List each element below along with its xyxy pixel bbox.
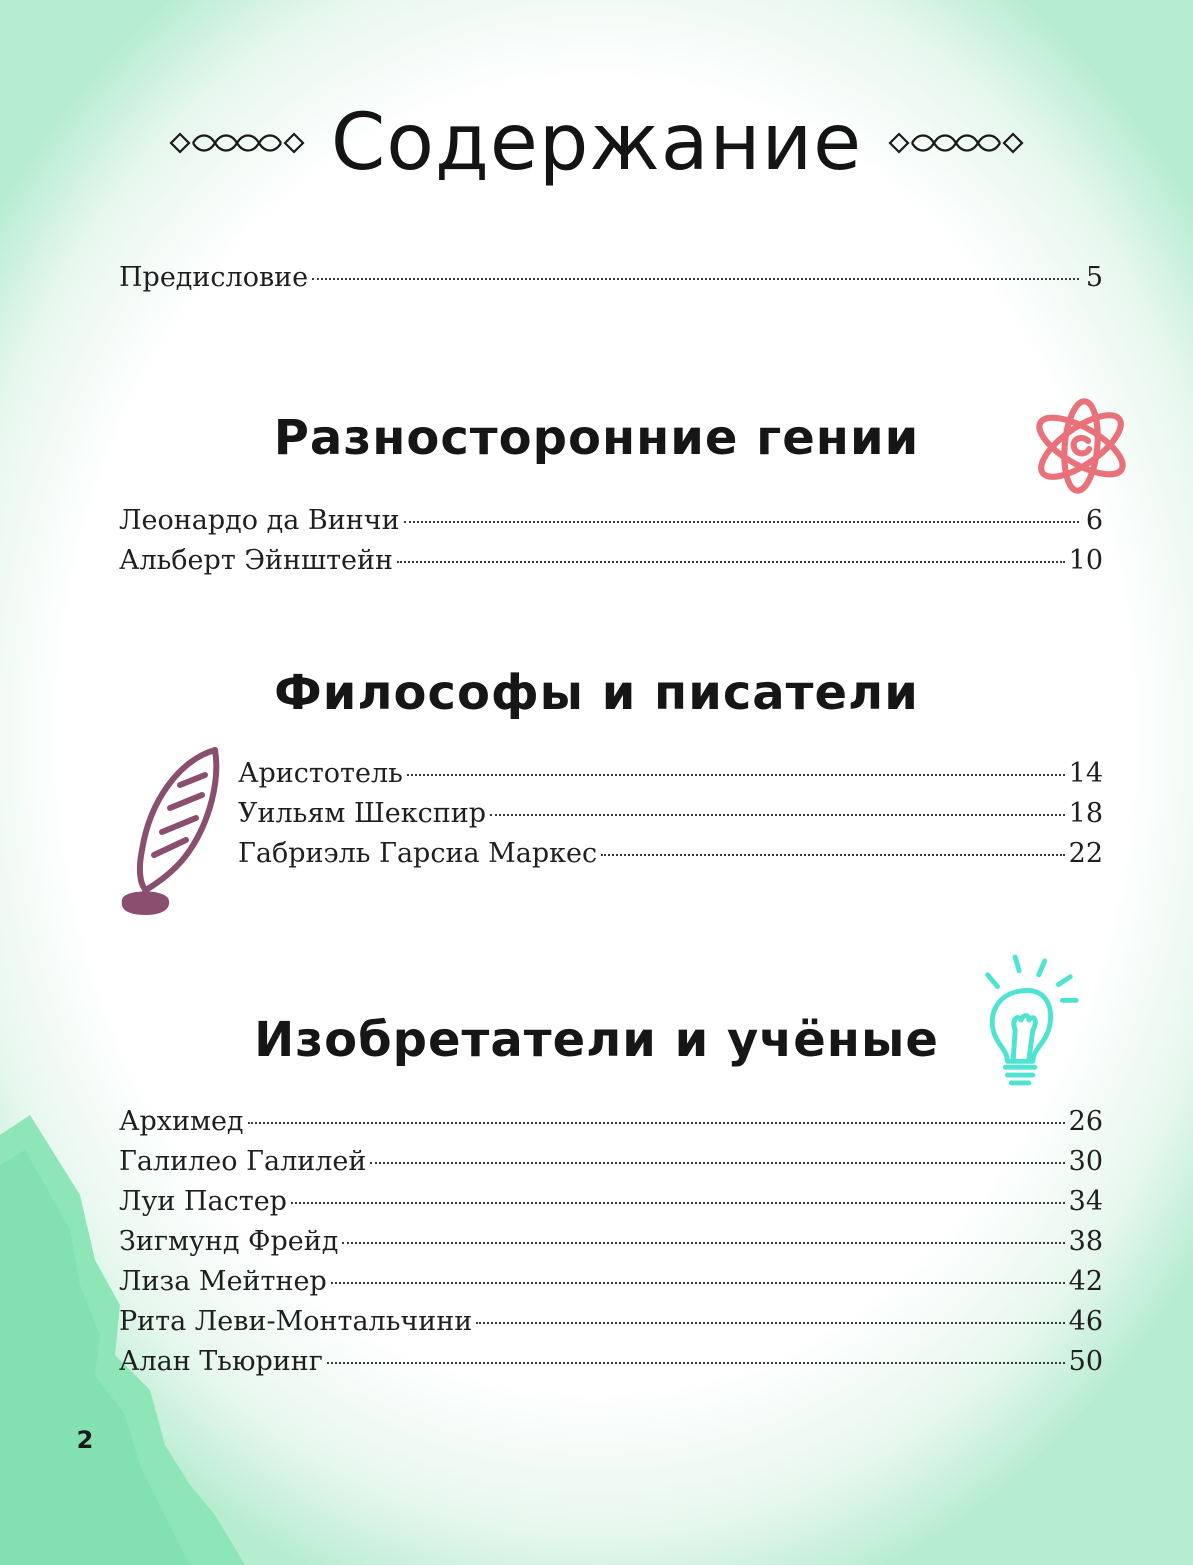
section-title-philosophers: Философы и писатели [274, 665, 919, 721]
dot-leader [312, 278, 1079, 280]
dot-leader [370, 1162, 1064, 1164]
dot-leader [342, 1242, 1064, 1244]
toc-entry[interactable] [238, 798, 1103, 838]
toc-entry-preface[interactable] [119, 262, 1103, 302]
dot-leader [331, 1282, 1065, 1284]
toc-entry-page: 18 [1068, 798, 1103, 829]
section-title-inventors: Изобретатели и учёные [254, 1012, 939, 1068]
dot-leader [291, 1202, 1065, 1204]
toc-entry-page: 14 [1068, 758, 1103, 789]
toc-entry-label: Уильям Шекспир [238, 798, 487, 829]
toc-entry[interactable] [119, 1186, 1103, 1226]
toc-entry-page: 26 [1068, 1106, 1103, 1137]
section-2-list [238, 758, 1103, 878]
toc-entry-page: 5 [1085, 262, 1103, 293]
dot-leader [248, 1122, 1065, 1124]
page-number: 2 [76, 1426, 94, 1454]
toc-entry[interactable] [119, 1306, 1103, 1346]
toc-entry-label: Леонардо да Винчи [119, 505, 400, 536]
toc-entry-page: 10 [1068, 545, 1103, 576]
toc-entry-label: Предисловие [119, 262, 309, 293]
ornament-left-icon [167, 126, 307, 160]
ornament-right-icon [886, 126, 1026, 160]
preface-list [119, 262, 1103, 302]
toc-entry[interactable] [119, 1146, 1103, 1186]
toc-entry-label: Галилео Галилей [119, 1146, 367, 1177]
toc-entry-label: Лиза Мейтнер [119, 1266, 327, 1297]
section-title-polymaths: Разносторонние гении [273, 410, 920, 466]
toc-entry-page: 38 [1068, 1226, 1103, 1257]
toc-entry-page: 42 [1068, 1266, 1103, 1297]
toc-entry[interactable] [119, 1266, 1103, 1306]
toc-entry-page: 34 [1068, 1186, 1103, 1217]
toc-entry-label: Альберт Эйнштейн [119, 545, 393, 576]
toc-entry-page: 22 [1068, 838, 1103, 869]
toc-entry[interactable] [238, 758, 1103, 798]
toc-entry-label: Зигмунд Фрейд [119, 1226, 339, 1257]
dot-leader [327, 1362, 1065, 1364]
toc-entry[interactable] [119, 1226, 1103, 1266]
toc-entry-label: Луи Пастер [119, 1186, 287, 1217]
section-1-list [119, 505, 1103, 585]
toc-entry-page: 30 [1068, 1146, 1103, 1177]
dot-leader [407, 774, 1065, 776]
quill-inkwell-icon [110, 740, 230, 920]
toc-entry[interactable] [119, 1106, 1103, 1146]
lightbulb-icon [968, 950, 1086, 1090]
page-title: Содержание [330, 98, 863, 188]
toc-entry-page: 6 [1085, 505, 1103, 536]
dot-leader [490, 814, 1065, 816]
toc-entry[interactable] [119, 545, 1103, 585]
toc-entry-page: 50 [1068, 1346, 1103, 1377]
toc-entry[interactable] [119, 505, 1103, 545]
toc-entry-label: Аристотель [238, 758, 403, 789]
atom-icon [1025, 390, 1137, 502]
toc-entry[interactable] [238, 838, 1103, 878]
toc-entry[interactable] [119, 1346, 1103, 1386]
toc-entry-page: 46 [1068, 1306, 1103, 1337]
dot-leader [404, 521, 1079, 523]
dot-leader [397, 561, 1065, 563]
toc-entry-label: Габриэль Гарсиа Маркес [238, 838, 598, 869]
title-row [0, 88, 1193, 198]
section-3-list [119, 1106, 1103, 1386]
dot-leader [601, 854, 1065, 856]
toc-entry-label: Архимед [119, 1106, 244, 1137]
toc-entry-label: Рита Леви-Монтальчини [119, 1306, 473, 1337]
dot-leader [476, 1322, 1064, 1324]
toc-entry-label: Алан Тьюринг [119, 1346, 323, 1377]
